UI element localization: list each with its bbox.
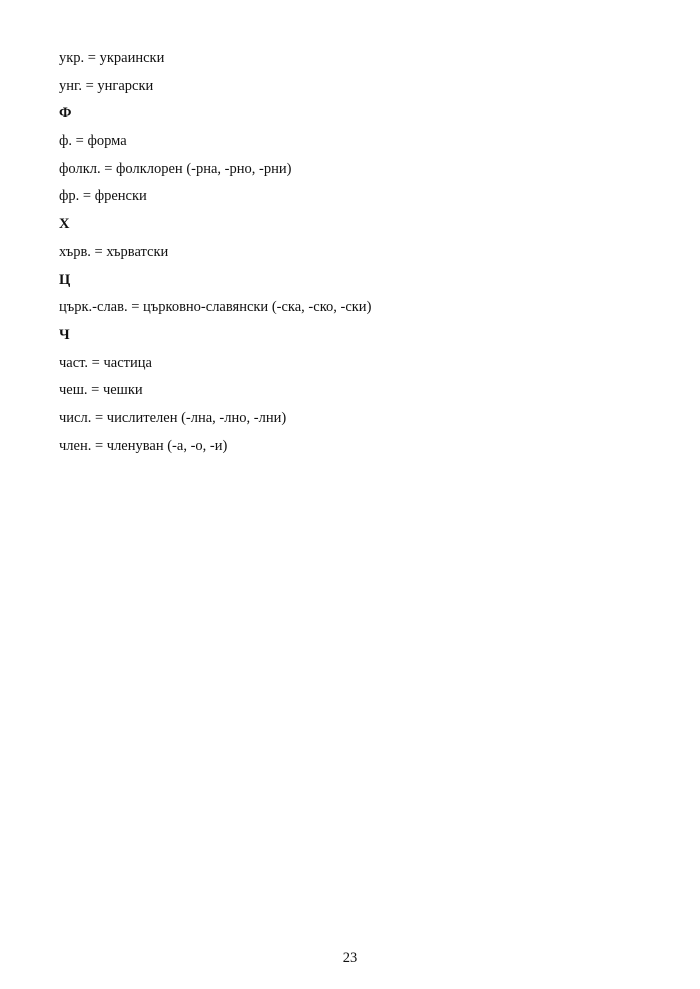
abbreviation-entry: част. = частица: [59, 354, 152, 371]
abbreviation-entry: числ. = числителен (-лна, -лно, -лни): [59, 409, 287, 426]
abbreviation-entry: унг. = унгарски: [59, 77, 154, 94]
letter-heading: Ц: [59, 271, 71, 288]
abbreviation-entry: църк.-слав. = църковно-славянски (-ска, -ско, -ски): [59, 299, 372, 316]
abbreviation-entry: член. = членуван (-а, -о, -и): [59, 437, 228, 454]
letter-heading: Ч: [59, 326, 70, 343]
abbreviation-entry: укр. = украински: [59, 50, 165, 66]
abbreviation-entry: фр. = френски: [59, 188, 147, 205]
abbreviation-list: [59, 49, 659, 464]
abbreviation-entry: чеш. = чешки: [59, 382, 143, 399]
abbreviation-entry: хърв. = хърватски: [59, 243, 169, 260]
page-number: 23: [342, 950, 358, 966]
abbreviation-entry: фолкл. = фолклорен (-рна, -рно, -рни): [59, 160, 292, 177]
abbreviation-entry: ф. = форма: [59, 133, 127, 150]
letter-heading: Х: [59, 216, 70, 233]
letter-heading: Ф: [59, 105, 72, 122]
